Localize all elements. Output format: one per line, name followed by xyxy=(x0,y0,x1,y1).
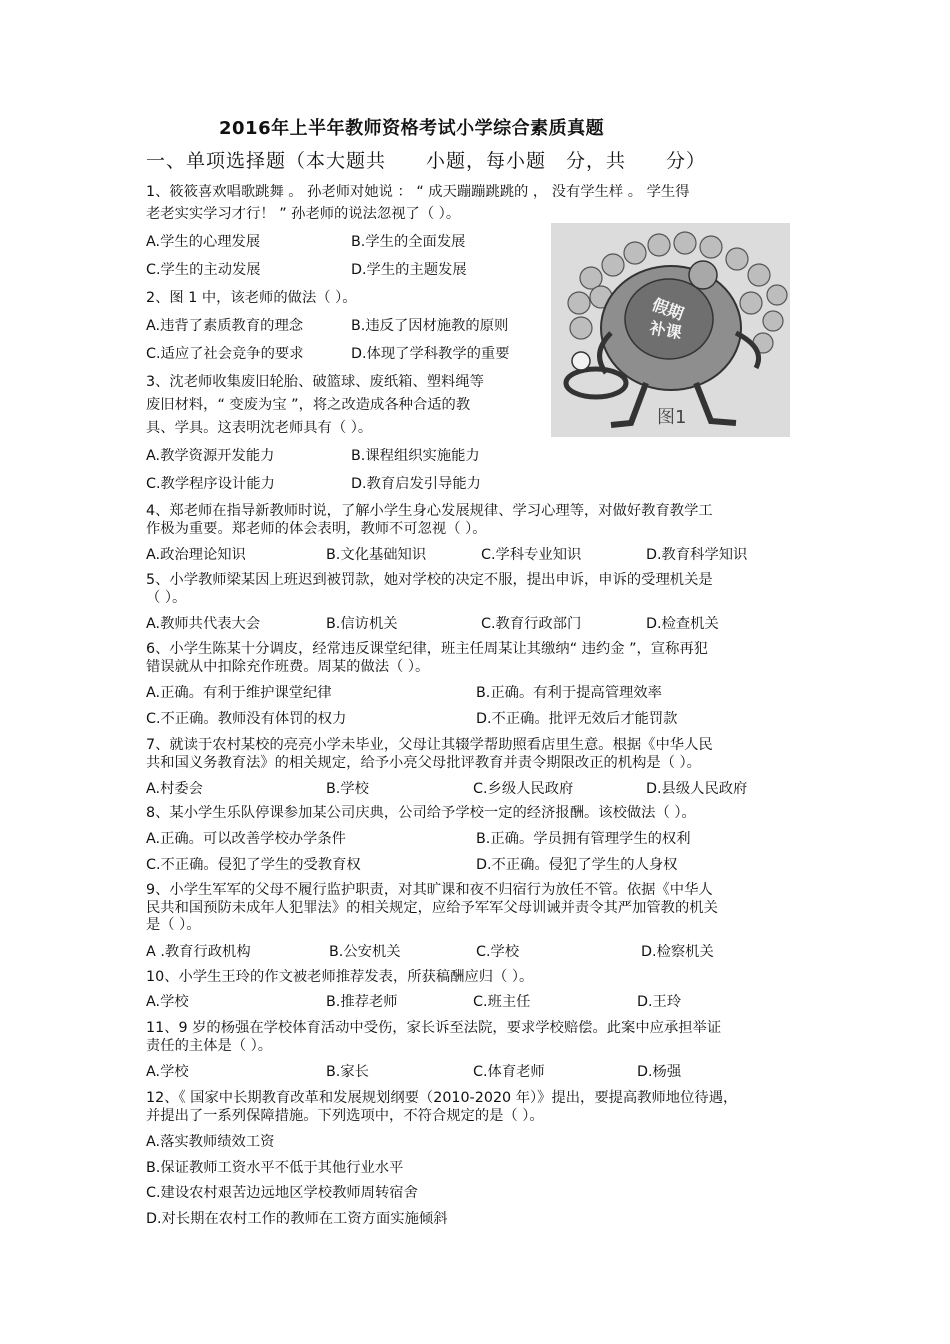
question-text-line: 作极为重要。郑老师的体会表明，教师不可忽视（ ）。 xyxy=(146,521,487,537)
option-c[interactable]: C.适应了社会竞争的要求 xyxy=(146,346,304,362)
option-c[interactable]: C.不正确。侵犯了学生的受教育权 xyxy=(146,857,361,873)
option-b[interactable]: B.文化基础知识 xyxy=(326,547,427,563)
question-text-line: 共和国义务教育法》的相关规定，给予小亮父母批评教育并责令期限改正的机构是（ ）。 xyxy=(146,755,701,771)
option-b[interactable]: B.家长 xyxy=(326,1064,369,1080)
figure-label: 图1 xyxy=(657,407,687,428)
question-text-line: （ ）。 xyxy=(146,590,187,606)
question-text-line: 11、9 岁的杨强在学校体育活动中受伤，家长诉至法院，要求学校赔偿。此案中应承担举证 xyxy=(146,1020,722,1036)
option-d[interactable]: D.体现了学科教学的重要 xyxy=(351,346,510,362)
question-text-line: 7、就读于农村某校的亮亮小学未毕业，父母让其辍学帮助照看店里生意。根据《中华人民 xyxy=(146,737,713,753)
option-b[interactable]: B.违反了因材施教的原则 xyxy=(351,318,509,334)
option-c[interactable]: C.学科专业知识 xyxy=(481,547,582,563)
option-d[interactable]: D.对长期在农村工作的教师在工资方面实施倾斜 xyxy=(146,1211,448,1227)
figure-1-cartoon xyxy=(551,223,790,437)
option-b[interactable]: B.课程组织实施能力 xyxy=(351,448,480,464)
option-a[interactable]: A.村委会 xyxy=(146,781,203,797)
option-d[interactable]: D.教育科学知识 xyxy=(646,547,748,563)
option-c[interactable]: C.不正确。教师没有体罚的权力 xyxy=(146,711,347,727)
figure-caption-top: 假期 xyxy=(649,294,687,324)
option-a[interactable]: A.学校 xyxy=(146,1064,189,1080)
question-text-line: 8、某小学生乐队停课参加某公司庆典，公司给予学校一定的经济报酬。该校做法（ ）。 xyxy=(146,805,696,821)
question-text-line: 老老实实学习才行！ ” 孙老师的说法忽视了（ ）。 xyxy=(146,206,461,222)
option-a[interactable]: A.落实教师绩效工资 xyxy=(146,1134,275,1150)
option-d[interactable]: D.不正确。批评无效后才能罚款 xyxy=(476,711,678,727)
question-text-line: 错误就从中扣除充作班费。周某的做法（ ）。 xyxy=(146,659,430,675)
question-text-line: 4、郑老师在指导新教师时说，了解小学生身心发展规律、学习心理等，对做好教育教学工 xyxy=(146,503,713,519)
option-c[interactable]: C.乡级人民政府 xyxy=(473,781,574,797)
option-d[interactable]: D.学生的主题发展 xyxy=(351,262,467,278)
option-a[interactable]: A.正确。有利于维护课堂纪律 xyxy=(146,685,332,701)
option-b[interactable]: B.学生的全面发展 xyxy=(351,234,466,250)
option-c[interactable]: C.建设农村艰苦边远地区学校教师周转宿舍 xyxy=(146,1185,418,1201)
question-text-line: 2、图 1 中，该老师的做法（ ）。 xyxy=(146,290,357,306)
option-a[interactable]: A .教育行政机构 xyxy=(146,944,251,960)
option-a[interactable]: A.学校 xyxy=(146,994,189,1010)
question-text-line: 6、小学生陈某十分调皮，经常违反课堂纪律，班主任周某让其缴纳“ 违约金 ”，宣称再犯 xyxy=(146,641,708,657)
option-d[interactable]: D.教育启发引导能力 xyxy=(351,476,481,492)
option-a[interactable]: A.教学资源开发能力 xyxy=(146,448,275,464)
question-text-line: 1、筱筱喜欢唱歌跳舞 。 孙老师对她说 ： “ 成天蹦蹦跳跳的 ， 没有学生样 。 学生得 xyxy=(146,184,690,200)
option-c[interactable]: C.学校 xyxy=(476,944,520,960)
option-b[interactable]: B.正确。有利于提高管理效率 xyxy=(476,685,662,701)
question-text-line: 10、小学生王玲的作文被老师推荐发表，所获稿酬应归（ ）。 xyxy=(146,969,534,985)
option-d[interactable]: D.检查机关 xyxy=(646,616,719,632)
question-text-line: 废旧材料，“ 变废为宝 ”，将之改造成各种合适的教 xyxy=(146,397,471,413)
section-heading: 一、单项选择题（本大题共 小题，每小题 分，共 分） xyxy=(146,150,707,172)
option-b[interactable]: B.学校 xyxy=(326,781,369,797)
option-b[interactable]: B.保证教师工资水平不低于其他行业水平 xyxy=(146,1160,404,1176)
question-text-line: 3、沈老师收集废旧轮胎、破篮球、废纸箱、塑料绳等 xyxy=(146,374,484,390)
option-b[interactable]: B.信访机关 xyxy=(326,616,398,632)
option-a[interactable]: A.违背了素质教育的理念 xyxy=(146,318,304,334)
option-b[interactable]: B.公安机关 xyxy=(329,944,401,960)
question-text-line: 责任的主体是（ ）。 xyxy=(146,1038,273,1054)
option-a[interactable]: A.教师共代表大会 xyxy=(146,616,261,632)
page-title: 2016年上半年教师资格考试小学综合素质真题 xyxy=(219,118,605,139)
question-text-line: 9、小学生军军的父母不履行监护职责，对其旷课和夜不归宿行为放任不管。依据《中华人 xyxy=(146,882,713,898)
option-d[interactable]: D.县级人民政府 xyxy=(646,781,748,797)
figure-caption-bottom: 补课 xyxy=(648,318,684,343)
option-b[interactable]: B.推荐老师 xyxy=(326,994,398,1010)
option-c[interactable]: C.体育老师 xyxy=(473,1064,545,1080)
cartoon-illustration xyxy=(551,223,790,437)
option-a[interactable]: A.学生的心理发展 xyxy=(146,234,261,250)
question-text-line: 具、学具。这表明沈老师具有（ ）。 xyxy=(146,420,373,436)
option-d[interactable]: D.王玲 xyxy=(637,994,682,1010)
option-d[interactable]: D.不正确。侵犯了学生的人身权 xyxy=(476,857,678,873)
option-c[interactable]: C.教学程序设计能力 xyxy=(146,476,275,492)
option-d[interactable]: D.检察机关 xyxy=(641,944,714,960)
option-d[interactable]: D.杨强 xyxy=(637,1064,682,1080)
option-b[interactable]: B.正确。学员拥有管理学生的权利 xyxy=(476,831,691,847)
option-c[interactable]: C.学生的主动发展 xyxy=(146,262,261,278)
option-c[interactable]: C.班主任 xyxy=(473,994,531,1010)
question-text-line: 民共和国预防未成年人犯罪法》的相关规定，应给予军军父母训诫并责令其严加管教的机关 xyxy=(146,900,718,916)
question-text-line: 12、《 国家中长期教育改革和发展规划纲要（2010-2020 年）》提出，要提高教师地位待遇， xyxy=(146,1090,738,1106)
question-text-line: 5、小学教师梁某因上班迟到被罚款，她对学校的决定不服，提出申诉，申诉的受理机关是 xyxy=(146,572,713,588)
option-a[interactable]: A.政治理论知识 xyxy=(146,547,246,563)
option-a[interactable]: A.正确。可以改善学校办学条件 xyxy=(146,831,346,847)
question-text-line: 是（ ）。 xyxy=(146,917,201,933)
option-c[interactable]: C.教育行政部门 xyxy=(481,616,582,632)
question-text-line: 并提出了一系列保障措施。下列选项中，不符合规定的是（ ）。 xyxy=(146,1108,544,1124)
